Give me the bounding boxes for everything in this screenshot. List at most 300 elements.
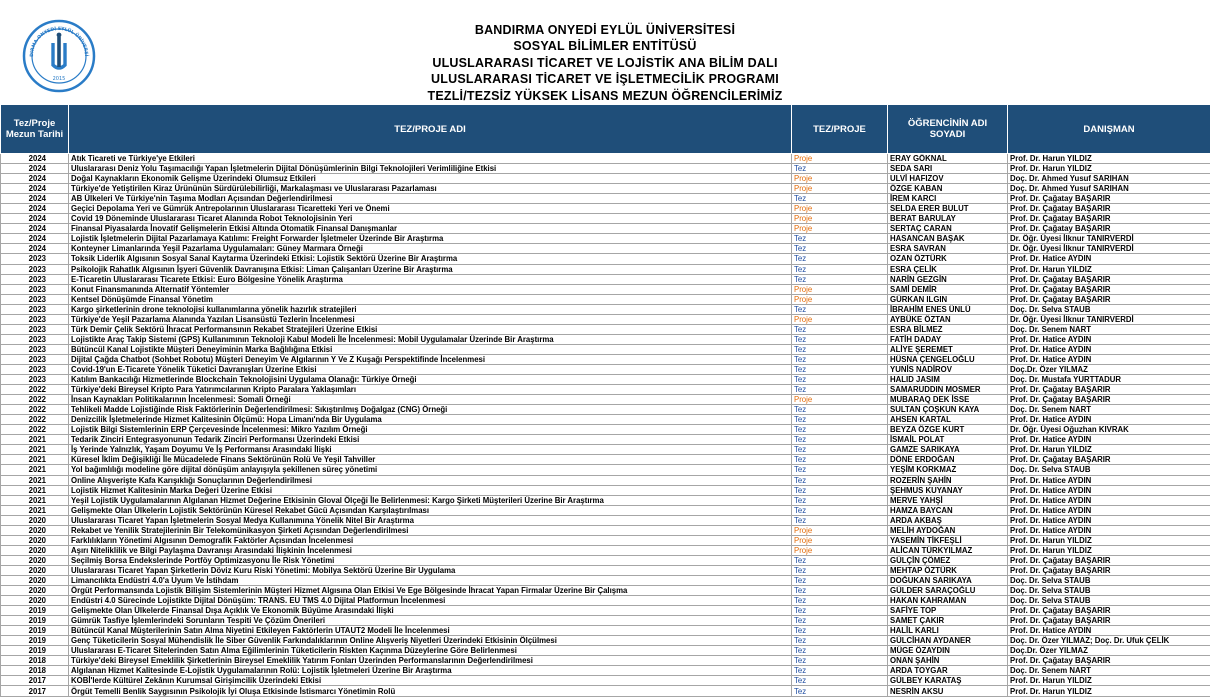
cell-type: Proje [792, 184, 888, 194]
table-row [1, 264, 1210, 274]
cell-type: Proje [792, 395, 888, 405]
cell-type: Tez [792, 445, 888, 455]
cell-year: 2021 [1, 505, 69, 515]
table-row [1, 646, 1210, 656]
cell-type: Proje [792, 294, 888, 304]
cell-type: Tez [792, 375, 888, 385]
cell-type: Tez [792, 415, 888, 425]
cell-title: Bütüncül Kanal Lojistikte Müşteri Deneyiminin Marka Bağlılığına Etkisi [69, 344, 792, 354]
cell-student: HALİL KARLI [888, 626, 1008, 636]
table-row [1, 586, 1210, 596]
cell-type: Tez [792, 274, 888, 284]
cell-advisor: Prof. Dr. Harun YILDIZ [1008, 676, 1210, 686]
cell-advisor: Prof. Dr. Çağatay BAŞARIR [1008, 385, 1210, 395]
cell-advisor: Doç.Dr. Özer YILMAZ [1008, 646, 1210, 656]
cell-title: Limancılıkta Endüstri 4.0'a Uyum Ve İstihdam [69, 575, 792, 585]
cell-student: ŞEHMUS KUYANAY [888, 485, 1008, 495]
table-row [1, 525, 1210, 535]
cell-student: ESRA SAVRAN [888, 244, 1008, 254]
cell-student: SAMİ DEMİR [888, 284, 1008, 294]
cell-advisor: Prof. Dr. Çağatay BAŞARIR [1008, 204, 1210, 214]
column-header-advisor: DANIŞMAN [1008, 105, 1210, 154]
cell-year: 2023 [1, 375, 69, 385]
cell-type: Tez [792, 676, 888, 686]
cell-student: HÜSNA ÇENGELOĞLU [888, 354, 1008, 364]
cell-year: 2023 [1, 354, 69, 364]
cell-student: MUBARAQ DEK İSSE [888, 395, 1008, 405]
cell-year: 2019 [1, 626, 69, 636]
cell-year: 2023 [1, 254, 69, 264]
table-row [1, 445, 1210, 455]
cell-type: Tez [792, 234, 888, 244]
table-row [1, 395, 1210, 405]
cell-student: ERAY GÖKNAL [888, 154, 1008, 164]
cell-student: ARDA TOYGAR [888, 666, 1008, 676]
cell-student: HAMZA BAYCAN [888, 505, 1008, 515]
cell-year: 2018 [1, 656, 69, 666]
cell-advisor: Doç.Dr. Özer YILMAZ [1008, 364, 1210, 374]
table-row [1, 676, 1210, 686]
cell-student: ROZERİN ŞAHİN [888, 475, 1008, 485]
cell-year: 2019 [1, 606, 69, 616]
cell-advisor: Prof. Dr. Çağatay BAŞARIR [1008, 194, 1210, 204]
cell-year: 2020 [1, 575, 69, 585]
cell-student: YASEMİN TİKFEŞLİ [888, 535, 1008, 545]
cell-advisor: Prof. Dr. Harun YILDIZ [1008, 154, 1210, 164]
cell-student: GÜRKAN ILGIN [888, 294, 1008, 304]
cell-year: 2023 [1, 264, 69, 274]
table-row [1, 254, 1210, 264]
cell-type: Tez [792, 656, 888, 666]
cell-student: OZAN ÖZTÜRK [888, 254, 1008, 264]
cell-advisor: Prof. Dr. Harun YILDIZ [1008, 264, 1210, 274]
column-header-student: ÖĞRENCİNİN ADI SOYADI [888, 105, 1008, 154]
cell-advisor: Prof. Dr. Çağatay BAŞARIR [1008, 284, 1210, 294]
cell-student: ARDA AKBAŞ [888, 515, 1008, 525]
cell-year: 2023 [1, 274, 69, 284]
cell-type: Tez [792, 244, 888, 254]
cell-title: Kentsel Dönüşümde Finansal Yönetim [69, 294, 792, 304]
table-row [1, 154, 1210, 164]
cell-year: 2021 [1, 445, 69, 455]
cell-student: ÖZGE KABAN [888, 184, 1008, 194]
cell-type: Tez [792, 324, 888, 334]
graduates-table [0, 104, 1210, 697]
cell-advisor: Dr. Öğr. Üyesi İlknur TANIRVERDİ [1008, 314, 1210, 324]
cell-type: Tez [792, 435, 888, 445]
cell-advisor: Prof. Dr. Çağatay BAŞARIR [1008, 616, 1210, 626]
table-row [1, 314, 1210, 324]
cell-student: ULVİ HAFIZOV [888, 174, 1008, 184]
cell-title: Uluslararası Ticaret Yapan Şirketlerin Döviz Kuru Riski Yönetimi: Mobilya Sektörü Üzerine Bir Uygulama [69, 565, 792, 575]
cell-type: Tez [792, 646, 888, 656]
cell-year: 2020 [1, 596, 69, 606]
table-row [1, 174, 1210, 184]
cell-student: YEŞİM KORKMAZ [888, 465, 1008, 475]
cell-student: GÜLCİHAN AYDANER [888, 636, 1008, 646]
table-row [1, 244, 1210, 254]
cell-year: 2022 [1, 405, 69, 415]
cell-student: İREM KARCI [888, 194, 1008, 204]
cell-title: Uluslararası Ticaret Yapan İşletmelerin Sosyal Medya Kullanımına Yönelik Nitel Bir Araştırma [69, 515, 792, 525]
cell-type: Tez [792, 344, 888, 354]
table-row [1, 224, 1210, 234]
cell-title: Türkiye'de Yeşil Pazarlama Alanında Yazılan Lisansüstü Tezlerin İncelenmesi [69, 314, 792, 324]
cell-advisor: Prof. Dr. Hatice AYDIN [1008, 415, 1210, 425]
cell-title: Aşırı Niteliklilik ve Bilgi Paylaşma Davranışı Arasındaki İlişkinin İncelenmesi [69, 545, 792, 555]
table-row [1, 495, 1210, 505]
cell-title: Örgüt Temelli Benlik Saygısının Psikolojik İyi Oluşa Etkisinde İstismarcı Yönetimin Rolü [69, 686, 792, 696]
cell-title: Türkiye'deki Bireysel Emeklilik Şirketlerinin Bireysel Emeklilik Yatırım Fonları Üzerinden Performanslarının Değerlendirilmesi [69, 656, 792, 666]
cell-title: Tehlikeli Madde Lojistiğinde Risk Faktörlerinin Değerlendirilmesi: Sıkıştırılmış Doğalgaz (CNG) Örneği [69, 405, 792, 415]
cell-type: Tez [792, 164, 888, 174]
table-row [1, 385, 1210, 395]
cell-year: 2020 [1, 535, 69, 545]
table-row [1, 304, 1210, 314]
cell-year: 2023 [1, 334, 69, 344]
cell-advisor: Prof. Dr. Hatice AYDIN [1008, 525, 1210, 535]
cell-advisor: Prof. Dr. Hatice AYDIN [1008, 515, 1210, 525]
cell-title: Lojistik Bilgi Sistemlerinin ERP Çerçevesinde İncelenmesi: Mikro Yazılım Örneği [69, 425, 792, 435]
cell-advisor: Dr. Öğr. Üyesi İlknur TANIRVERDİ [1008, 234, 1210, 244]
cell-year: 2017 [1, 676, 69, 686]
cell-year: 2024 [1, 224, 69, 234]
cell-type: Tez [792, 465, 888, 475]
table-row [1, 505, 1210, 515]
cell-title: E-Ticaretin Uluslararası Ticarete Etkisi: Euro Bölgesine Yönelik Araştırma [69, 274, 792, 284]
cell-year: 2024 [1, 174, 69, 184]
cell-student: ONAN ŞAHİN [888, 656, 1008, 666]
cell-year: 2020 [1, 515, 69, 525]
cell-advisor: Prof. Dr. Hatice AYDIN [1008, 435, 1210, 445]
cell-year: 2022 [1, 395, 69, 405]
table-row [1, 344, 1210, 354]
cell-student: HASANCAN BAŞAK [888, 234, 1008, 244]
cell-title: İnsan Kaynakları Politikalarının İncelenmesi: Somali Örneği [69, 395, 792, 405]
cell-type: Tez [792, 505, 888, 515]
cell-type: Tez [792, 596, 888, 606]
cell-advisor: Prof. Dr. Çağatay BAŞARIR [1008, 395, 1210, 405]
table-row [1, 575, 1210, 585]
cell-title: Uluslararası E-Ticaret Sitelerinden Satın Alma Eğilimlerinin Tüketicilerin Riskten Kaçınma Düzeylerine Göre Belirlenmesi [69, 646, 792, 656]
cell-type: Proje [792, 535, 888, 545]
cell-title: Yol bağımlılığı modeline göre dijital dönüşüm anlayışıyla şekillenen süreç yönetimi [69, 465, 792, 475]
table-row [1, 425, 1210, 435]
cell-year: 2020 [1, 525, 69, 535]
cell-type: Proje [792, 174, 888, 184]
cell-title: Psikolojik Rahatlık Algısının İşyeri Güvenlik Davranışına Etkisi: Liman Çalışanları Üzerine Bir Araştırma [69, 264, 792, 274]
cell-advisor: Doç. Dr. Senem NART [1008, 324, 1210, 334]
table-row [1, 294, 1210, 304]
table-row [1, 164, 1210, 174]
cell-year: 2021 [1, 435, 69, 445]
cell-student: SAMARUDDIN MOSMER [888, 385, 1008, 395]
cell-student: SULTAN ÇOŞKUN KAYA [888, 405, 1008, 415]
cell-student: NESRİN AKSU [888, 686, 1008, 696]
cell-type: Tez [792, 455, 888, 465]
table-row [1, 535, 1210, 545]
cell-year: 2024 [1, 214, 69, 224]
cell-advisor: Prof. Dr. Çağatay BAŞARIR [1008, 455, 1210, 465]
table-row [1, 616, 1210, 626]
cell-title: Lojistik Hizmet Kalitesinin Marka Değeri Üzerine Etkisi [69, 485, 792, 495]
cell-type: Proje [792, 224, 888, 234]
table-row [1, 405, 1210, 415]
cell-type: Tez [792, 334, 888, 344]
cell-title: KOBİ'lerde Kültürel Zekânın Kurumsal Girişimcilik Üzerindeki Etkisi [69, 676, 792, 686]
cell-year: 2024 [1, 244, 69, 254]
cell-year: 2019 [1, 646, 69, 656]
cell-year: 2023 [1, 364, 69, 374]
cell-advisor: Doç. Dr. Ahmed Yusuf SARIHAN [1008, 184, 1210, 194]
cell-type: Tez [792, 264, 888, 274]
cell-type: Tez [792, 555, 888, 565]
table-row [1, 656, 1210, 666]
cell-type: Tez [792, 364, 888, 374]
cell-student: MEHTAP ÖZTÜRK [888, 565, 1008, 575]
cell-type: Tez [792, 616, 888, 626]
cell-year: 2023 [1, 344, 69, 354]
cell-title: Farklılıkların Yönetimi Algısının Demografik Faktörler Açısından İncelenmesi [69, 535, 792, 545]
cell-type: Tez [792, 495, 888, 505]
cell-title: Türkiye'deki Bireysel Kripto Para Yatırımcılarının Kripto Paralara Yaklaşımları [69, 385, 792, 395]
cell-title: Endüstri 4.0 Sürecinde Lojistikte Dijital Dönüşüm: TRANS. EU TMS 4.0 Dijital Platformun İncelenmesi [69, 596, 792, 606]
table-row [1, 455, 1210, 465]
cell-student: MÜGE ÖZAYDIN [888, 646, 1008, 656]
cell-student: MERVE YAHŞİ [888, 495, 1008, 505]
cell-year: 2022 [1, 415, 69, 425]
cell-year: 2022 [1, 425, 69, 435]
cell-title: Tedarik Zinciri Entegrasyonunun Tedarik Zinciri Performansı Üzerindeki Etkisi [69, 435, 792, 445]
cell-advisor: Prof. Dr. Hatice AYDIN [1008, 354, 1210, 364]
cell-type: Tez [792, 475, 888, 485]
cell-year: 2021 [1, 475, 69, 485]
column-header-title: TEZ/PROJE ADI [69, 105, 792, 154]
cell-title: Türk Demir Çelik Sektörü İhracat Performansının Rekabet Stratejileri Üzerine Etkisi [69, 324, 792, 334]
cell-year: 2020 [1, 586, 69, 596]
table-body [1, 154, 1210, 697]
cell-title: Covid 19 Döneminde Uluslararası Ticaret Alanında Robot Teknolojisinin Yeri [69, 214, 792, 224]
cell-type: Tez [792, 666, 888, 676]
table-row [1, 364, 1210, 374]
cell-type: Tez [792, 194, 888, 204]
title-university: BANDIRMA ONYEDİ EYLÜL ÜNİVERSİTESİ [300, 22, 910, 38]
cell-student: GÜLÇİN ÇÖMEZ [888, 555, 1008, 565]
cell-advisor: Prof. Dr. Harun YILDIZ [1008, 686, 1210, 696]
cell-student: BERAT BARULAY [888, 214, 1008, 224]
cell-student: İSMAİL POLAT [888, 435, 1008, 445]
cell-year: 2024 [1, 154, 69, 164]
cell-advisor: Prof. Dr. Çağatay BAŞARIR [1008, 294, 1210, 304]
cell-year: 2021 [1, 485, 69, 495]
title-program: ULUSLARARASI TİCARET VE İŞLETMECİLİK PROGRAMI [300, 71, 910, 87]
table-row [1, 626, 1210, 636]
cell-title: Katılım Bankacılığı Hizmetlerinde Blockchain Teknolojisini Uygulama Olanağı: Türkiye Örneği [69, 375, 792, 385]
cell-type: Proje [792, 314, 888, 324]
cell-title: Türkiye'de Yetiştirilen Kiraz Ürününün Sürdürülebilirliği, Markalaşması ve Uluslararası Pazarlaması [69, 184, 792, 194]
table-row [1, 204, 1210, 214]
cell-type: Tez [792, 626, 888, 636]
cell-student: ESRA BİLMEZ [888, 324, 1008, 334]
logo-year: 2015 [53, 76, 66, 82]
cell-student: SERTAÇ CARAN [888, 224, 1008, 234]
cell-advisor: Prof. Dr. Harun YILDIZ [1008, 164, 1210, 174]
cell-year: 2020 [1, 565, 69, 575]
cell-title: Genç Tüketicilerin Sosyal Mühendislik İle Siber Güvenlik Farkındalıklarının Online Alışveriş Niyetleri Üzerindeki Etkisinin Ölçülmesi [69, 636, 792, 646]
cell-advisor: Prof. Dr. Çağatay BAŞARIR [1008, 565, 1210, 575]
table-row [1, 666, 1210, 676]
table-row [1, 234, 1210, 244]
table-row [1, 475, 1210, 485]
cell-advisor: Doç. Dr. Özer YILMAZ; Doç. Dr. Ufuk ÇELİK [1008, 636, 1210, 646]
cell-type: Tez [792, 405, 888, 415]
table-row [1, 545, 1210, 555]
column-header-date: Tez/Proje Mezun Tarihi [1, 105, 69, 154]
cell-advisor: Doç. Dr. Ahmed Yusuf SARIHAN [1008, 174, 1210, 184]
cell-student: GAMZE SARIKAYA [888, 445, 1008, 455]
cell-advisor: Prof. Dr. Çağatay BAŞARIR [1008, 224, 1210, 234]
cell-student: AHSEN KARTAL [888, 415, 1008, 425]
cell-type: Tez [792, 385, 888, 395]
cell-year: 2019 [1, 636, 69, 646]
cell-year: 2021 [1, 455, 69, 465]
cell-type: Proje [792, 214, 888, 224]
cell-title: Bütüncül Kanal Müşterilerinin Satın Alma Niyetini Etkileyen Faktörlerin UTAUT2 Modeli İle İncelenmesi [69, 626, 792, 636]
table-row [1, 465, 1210, 475]
cell-type: Tez [792, 565, 888, 575]
cell-type: Proje [792, 525, 888, 535]
cell-title: AB Ülkeleri Ve Türkiye'nin Taşıma Modları Açısından Değerlendirilmesi [69, 194, 792, 204]
cell-year: 2023 [1, 304, 69, 314]
cell-advisor: Prof. Dr. Hatice AYDIN [1008, 505, 1210, 515]
cell-title: Gelişmekte Olan Ülkelerin Lojistik Sektörünün Küresel Rekabet Gücü Açısından Karşılaştırılması [69, 505, 792, 515]
page-header [0, 0, 1210, 104]
cell-year: 2024 [1, 194, 69, 204]
cell-year: 2023 [1, 284, 69, 294]
cell-student: ALİYE ŞEREMET [888, 344, 1008, 354]
table-row [1, 284, 1210, 294]
cell-title: İş Yerinde Yalnızlık, Yaşam Doyumu Ve İş Performansı Arasındaki İlişki [69, 445, 792, 455]
table-row [1, 485, 1210, 495]
cell-advisor: Doç. Dr. Selva STAUB [1008, 575, 1210, 585]
table-row [1, 515, 1210, 525]
cell-student: ESRA ÇELİK [888, 264, 1008, 274]
cell-year: 2020 [1, 545, 69, 555]
cell-title: Finansal Piyasalarda İnovatif Gelişmelerin Etkisi Altında Otomatik Finansal Danışmanlar [69, 224, 792, 234]
cell-type: Tez [792, 515, 888, 525]
cell-year: 2023 [1, 324, 69, 334]
cell-student: DOĞUKAN SARIKAYA [888, 575, 1008, 585]
cell-student: AYBÜKE ÖZTAN [888, 314, 1008, 324]
table-row [1, 415, 1210, 425]
cell-title: Uluslararası Deniz Yolu Taşımacılığı Yapan İşletmelerin Dijital Dönüşümlerinin Bilgi Teknolojileri Verimliliğine Etkisi [69, 164, 792, 174]
cell-title: Denizcilik İşletmelerinde Hizmet Kalitesinin Ölçümü: Hopa Limanı'nda Bir Uygulama [69, 415, 792, 425]
cell-title: Lojistik İşletmelerin Dijital Pazarlamaya Katılımı: Freight Forwarder İşletmeler Üzerinde Bir Araştırma [69, 234, 792, 244]
cell-title: Covid-19'un E-Ticarete Yönelik Tüketici Davranışları Üzerine Etkisi [69, 364, 792, 374]
cell-year: 2024 [1, 204, 69, 214]
cell-year: 2021 [1, 465, 69, 475]
page-title-block [300, 22, 910, 104]
cell-title: Konteyner Limanlarında Yeşil Pazarlama Uygulamaları: Güney Marmara Örneği [69, 244, 792, 254]
table-row [1, 565, 1210, 575]
cell-student: MELİH AYDOĞAN [888, 525, 1008, 535]
cell-year: 2024 [1, 164, 69, 174]
cell-advisor: Doç. Dr. Senem NART [1008, 405, 1210, 415]
cell-student: YUNİS NADİROV [888, 364, 1008, 374]
cell-year: 2023 [1, 294, 69, 304]
table-row [1, 606, 1210, 616]
cell-type: Proje [792, 284, 888, 294]
cell-type: Tez [792, 686, 888, 696]
cell-advisor: Doç. Dr. Selva STAUB [1008, 596, 1210, 606]
cell-type: Tez [792, 636, 888, 646]
cell-advisor: Prof. Dr. Çağatay BAŞARIR [1008, 606, 1210, 616]
table-row [1, 354, 1210, 364]
cell-title: Gümrük Tasfiye İşlemlerindeki Sorunların Tespiti Ve Çözüm Önerileri [69, 616, 792, 626]
cell-title: Algılanan Hizmet Kalitesinde E-Lojistik Uygulamalarının Rolü: Lojistik İşletmeleri Üzerine Bir Araştırma [69, 666, 792, 676]
cell-advisor: Prof. Dr. Harun YILDIZ [1008, 545, 1210, 555]
cell-type: Proje [792, 545, 888, 555]
table-row [1, 375, 1210, 385]
cell-advisor: Prof. Dr. Çağatay BAŞARIR [1008, 274, 1210, 284]
cell-type: Tez [792, 586, 888, 596]
cell-type: Tez [792, 354, 888, 364]
cell-advisor: Dr. Öğr. Üyesi İlknur TANIRVERDİ [1008, 244, 1210, 254]
cell-type: Proje [792, 204, 888, 214]
table-row [1, 636, 1210, 646]
cell-advisor: Prof. Dr. Hatice AYDIN [1008, 485, 1210, 495]
cell-advisor: Prof. Dr. Hatice AYDIN [1008, 334, 1210, 344]
cell-advisor: Doç. Dr. Mustafa YURTTADUR [1008, 375, 1210, 385]
cell-title: Örgüt Performansında Lojistik Bilişim Sistemlerinin Müşteri Hizmet Algısına Olan Etkisi Ve Ege Bölgesinde İhracat Yapan Firmalar Üzerine Bir Çalışma [69, 586, 792, 596]
cell-student: İBRAHİM ENES ÜNLÜ [888, 304, 1008, 314]
cell-year: 2020 [1, 555, 69, 565]
cell-title: Doğal Kaynakların Ekonomik Gelişme Üzerindeki Olumsuz Etkileri [69, 174, 792, 184]
cell-type: Tez [792, 425, 888, 435]
cell-title: Yeşil Lojistik Uygulamalarının Algılanan Hizmet Değerine Etkisinin Gloval Ölçeği İle Belirlenmesi: Kargo Şirketi Müşterileri Üzerine Bir Araştırma [69, 495, 792, 505]
cell-title: Seçilmiş Borsa Endekslerinde Portföy Optimizasyonu İle Risk Yönetimi [69, 555, 792, 565]
cell-title: Geçici Depolama Yeri ve Gümrük Antrepolarının Uluslararası Ticaretteki Yeri ve Önemi [69, 204, 792, 214]
cell-type: Tez [792, 485, 888, 495]
cell-student: GÜLDER SARAÇOĞLU [888, 586, 1008, 596]
cell-advisor: Prof. Dr. Harun YILDIZ [1008, 445, 1210, 455]
cell-student: BEYZA ÖZGE KURT [888, 425, 1008, 435]
table-row [1, 555, 1210, 565]
cell-advisor: Prof. Dr. Çağatay BAŞARIR [1008, 656, 1210, 666]
cell-year: 2021 [1, 495, 69, 505]
cell-advisor: Prof. Dr. Hatice AYDIN [1008, 254, 1210, 264]
cell-advisor: Doç. Dr. Selva STAUB [1008, 304, 1210, 314]
table-row [1, 596, 1210, 606]
cell-title: Gelişmekte Olan Ülkelerde Finansal Dışa Açıklık Ve Ekonomik Büyüme Arasındaki İlişki [69, 606, 792, 616]
cell-advisor: Prof. Dr. Hatice AYDIN [1008, 475, 1210, 485]
cell-student: HALID JASIM [888, 375, 1008, 385]
cell-student: DÖNE ERDOĞAN [888, 455, 1008, 465]
cell-title: Kargo şirketlerinin drone teknolojisi kullanımlarına yönelik hazırlık stratejileri [69, 304, 792, 314]
cell-student: SELDA ERER BULUT [888, 204, 1008, 214]
table-row [1, 334, 1210, 344]
table-row [1, 214, 1210, 224]
cell-year: 2023 [1, 314, 69, 324]
cell-advisor: Prof. Dr. Hatice AYDIN [1008, 626, 1210, 636]
university-logo-icon [22, 19, 96, 93]
cell-student: SAMET ÇAKIR [888, 616, 1008, 626]
cell-year: 2017 [1, 686, 69, 696]
cell-title: Dijital Çağda Chatbot (Sohbet Robotu) Müşteri Deneyim Ve Algılarının Y Ve Z Kuşağı Perspektifinde İncelenmesi [69, 354, 792, 364]
cell-title: Toksik Liderlik Algısının Sosyal Sanal Kaytarma Üzerindeki Etkisi: Lojistik Sektörü Üzerine Bir Araştırma [69, 254, 792, 264]
cell-year: 2024 [1, 234, 69, 244]
cell-year: 2022 [1, 385, 69, 395]
